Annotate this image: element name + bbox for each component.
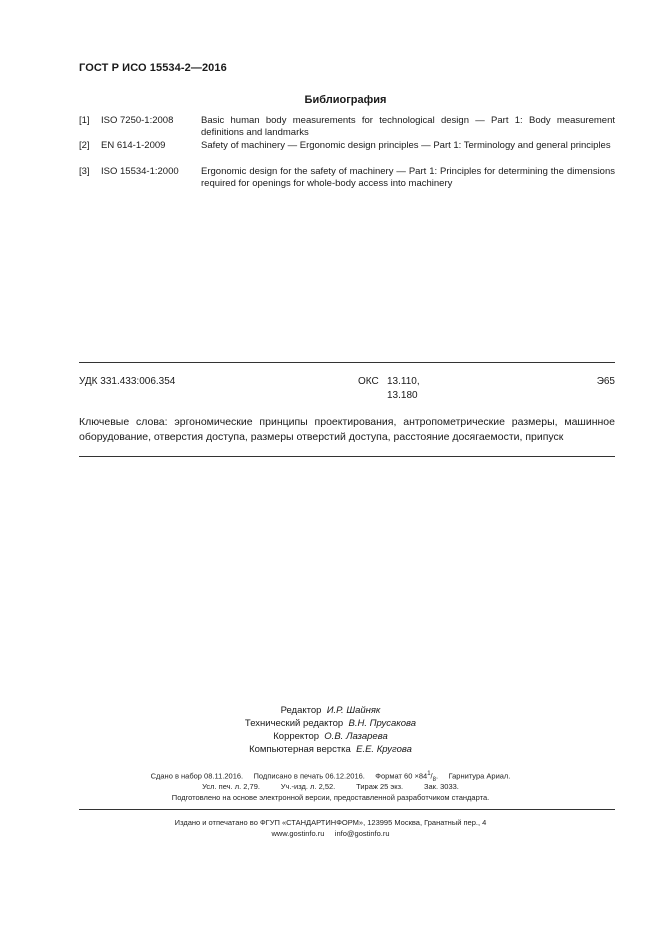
- credit-role: Технический редактор: [244, 718, 344, 729]
- credit-line: [0, 704, 661, 717]
- reference-number: [3]: [79, 166, 90, 177]
- reference-description: Safety of machinery — Ergonomic design principles — Part 1: Terminology and general principles: [201, 140, 611, 151]
- credit-name: О.В. Лазарева: [324, 731, 388, 742]
- bibliography-title: Библиография: [304, 94, 387, 106]
- credit-line: [0, 717, 661, 730]
- oks-code-2: 13.180: [387, 390, 418, 401]
- oks-code-1: 13.110,: [387, 376, 420, 387]
- bottom-divider: [79, 456, 615, 457]
- credit-role: Редактор: [280, 705, 322, 716]
- keywords-line-1: Ключевые слова: эргономические принципы проектирования, антропометрические размеры, машинное: [79, 416, 615, 428]
- credit-line: [0, 730, 661, 743]
- reference-item: [79, 115, 615, 139]
- reference-standard: EN 614-1-2009: [101, 140, 166, 151]
- credit-name: Е.Е. Кругова: [356, 744, 412, 755]
- keywords-line-2: оборудование, отверстия доступа, размеры отверстий доступа, расстояние досягаемости, припуск: [79, 431, 564, 443]
- reference-number: [2]: [79, 140, 90, 151]
- classification-code: Э65: [596, 376, 615, 387]
- credit-name: И.Р. Шайняк: [326, 705, 381, 716]
- print-details-text: Сдано в набор 08.11.2016. Подписано в печать 06.12.2016. Формат 60 ×84: [150, 771, 428, 781]
- imprint-divider: [79, 809, 615, 810]
- reference-item: [79, 166, 615, 190]
- oks-label: ОКС: [358, 376, 379, 387]
- print-stats-line: Усл. печ. л. 2,79. Уч.-изд. л. 2,52. Тираж 25 экз. Зак. 3033.: [202, 782, 459, 791]
- reference-item: [79, 140, 615, 152]
- credit-name: В.Н. Прусакова: [348, 718, 417, 729]
- format-fraction-numerator: 1: [427, 771, 431, 777]
- reference-description: Ergonomic design for the safety of machinery — Part 1: Principles for determining the dimensions required for openings for whole-body access into machinery: [201, 166, 615, 189]
- udc-code: УДК 331.433:006.354: [79, 376, 176, 387]
- publisher-contacts: www.gostinfo.ru info@gostinfo.ru: [271, 829, 390, 838]
- reference-standard: ISO 15534-1:2000: [101, 166, 179, 177]
- reference-description: Basic human body measurements for technological design — Part 1: Body measurement definitions and landmarks: [201, 115, 615, 138]
- top-divider: [79, 362, 615, 363]
- reference-number: [1]: [79, 115, 90, 126]
- print-details-text: . Гарнитура Ариал.: [435, 771, 511, 781]
- reference-standard: ISO 7250-1:2008: [101, 115, 174, 126]
- format-fraction-slash: /: [430, 771, 433, 781]
- credit-line: [0, 743, 661, 756]
- credit-role: Корректор: [273, 731, 320, 742]
- credit-role: Компьютерная верстка: [249, 744, 351, 755]
- format-fraction-denominator: 8: [432, 777, 436, 783]
- document-code: ГОСТ Р ИСО 15534-2—2016: [79, 62, 227, 74]
- publisher-line: Издано и отпечатано во ФГУП «СТАНДАРТИНФОРМ», 123995 Москва, Гранатный пер., 4: [174, 818, 487, 827]
- keywords: [79, 415, 615, 445]
- prepared-note: Подготовлено на основе электронной версии, предоставленной разработчиком стандарта.: [171, 793, 490, 802]
